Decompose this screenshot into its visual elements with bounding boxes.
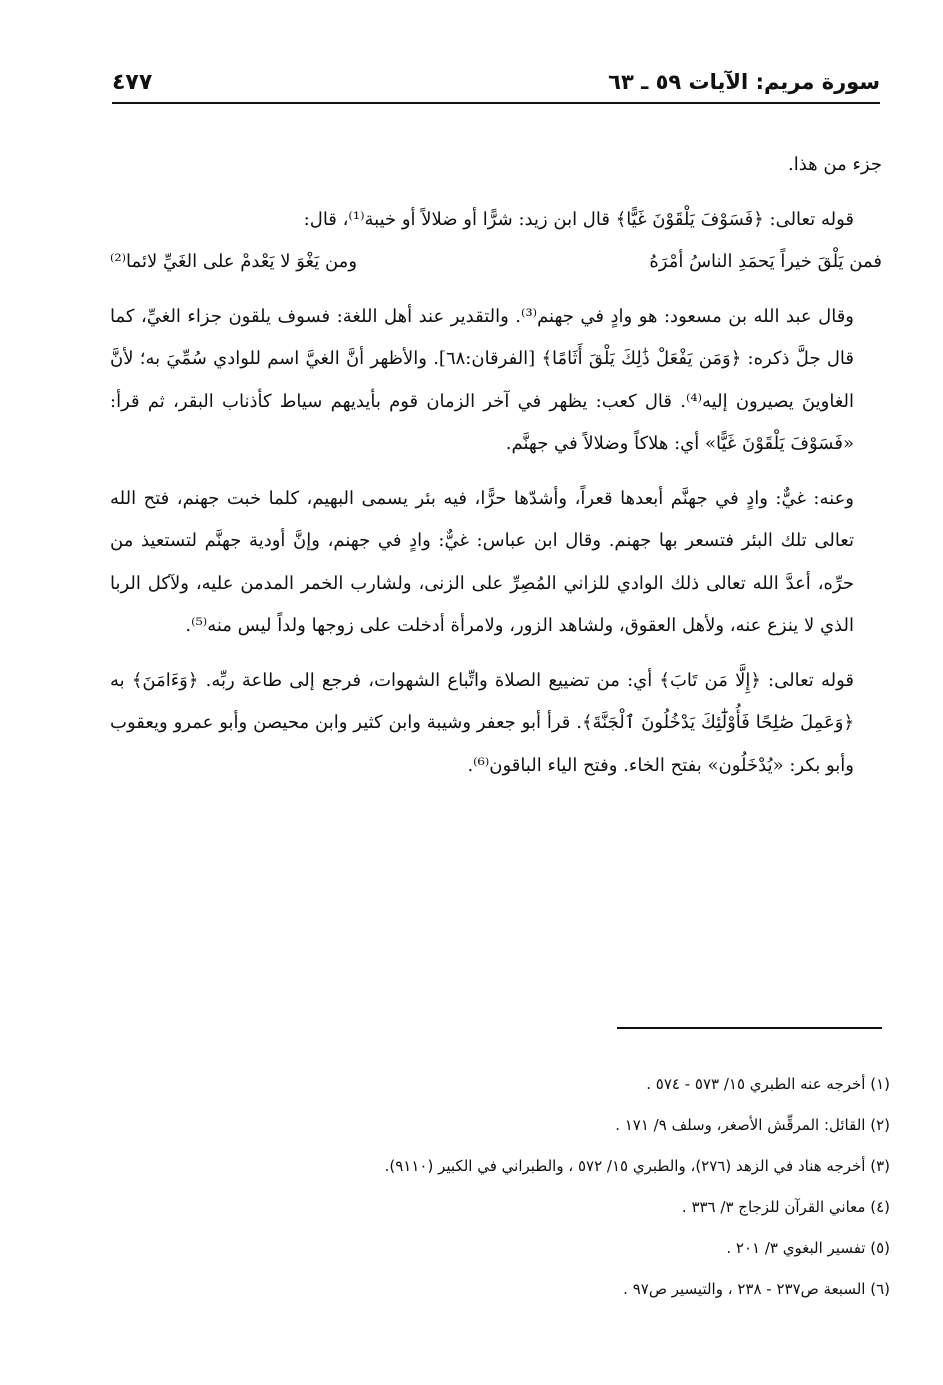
poem-verse — [110, 241, 882, 284]
footnote: (٣) أخرجه هناد في الزهد (٢٧٦)، والطبري ١٥/ ٥٧٢ ، والطبراني في الكبير (٩١١٠). — [384, 1157, 890, 1175]
footnote: (٥) تفسير البغوي ٣/ ٢٠١ . — [726, 1239, 890, 1257]
poem-hemistich-second: ومن يَغْوَ لا يَعْدمْ على الغَيِّ لائما⁽²⁾ — [110, 251, 358, 272]
footnote: (١) أخرجه عنه الطبري ١٥/ ٥٧٣ - ٥٧٤ . — [646, 1075, 890, 1093]
paragraph: وعنه: غيٌّ: وادٍ في جهنَّم أبعدها قعراً، وأشدّها حرًّا، فيه بئر يسمى البهيم، كلما خبت جهنم، فتح الله تعالى تلك البئر فتسعر بها جهنم. وقال ابن عباس: غيٌّ: وادٍ في جهنم، وإنَّ أودية جهنَّم لتستعيذ من حرِّه، أعدَّ الله تعالى ذلك الوادي للزاني المُصِرِّ على الزنى، ولشارب الخمر المدمن عليه، ولآكل الربا الذي لا ينزع عنه، ولأهل العقوق، ولشاهد الزور، ولامرأة أدخلت على زوجها ولداً ليس منه⁽⁵⁾. — [110, 487, 854, 636]
page-number: ٤٧٧ — [112, 70, 153, 95]
main-text — [110, 144, 882, 787]
footnotes — [110, 1064, 890, 1310]
paragraph: قوله تعالى: ﴿فَسَوْفَ يَلْقَوْنَ غَيًّا﴾ قال ابن زيد: شرًّا أو ضلالاً أو خيبة⁽¹⁾، قال: — [303, 208, 854, 230]
footnote: (٢) القائل: المرقِّش الأصغر، وسلف ٩/ ١٧١ . — [615, 1116, 890, 1134]
footnote-separator — [617, 1027, 882, 1029]
footnote: (٤) معاني القرآن للزجاج ٣/ ٣٣٦ . — [681, 1198, 890, 1216]
footnote: (٦) السبعة ص٢٣٧ - ٢٣٨ ، والتيسير ص٩٧ . — [623, 1280, 890, 1298]
paragraph: قوله تعالى: ﴿إِلَّا مَن تَابَ﴾ أي: من تضييع الصلاة واتِّباع الشهوات، فرجع إلى طاعة ربِّه. ﴿وَءَامَنَ﴾ به ﴿وَعَمِلَ صَٰلِحًا فَأُوْلَٰٓئِكَ يَدْخُلُونَ ٱلْجَنَّةَ﴾. قرأ أبو جعفر وشيبة وابن كثير وابن محيصن وأبو عمرو ويعقوب وأبو بكر: «يُدْخَلُون» بفتح الخاء. وفتح الياء الباقون⁽⁶⁾. — [110, 669, 854, 776]
page-header — [112, 62, 880, 104]
poem-hemistich-first: فمن يَلْقَ خيراً يَحمَدِ الناسُ أمْرَهُ — [649, 251, 882, 272]
running-title: سورة مريم: الآيات ٥٩ ـ ٦٣ — [608, 70, 880, 94]
paragraph: وقال عبد الله بن مسعود: هو وادٍ في جهنم⁽³⁾. والتقدير عند أهل اللغة: فسوف يلقون جزاء الغيِّ، كما قال جلَّ ذكره: ﴿وَمَن يَفْعَلْ ذَٰلِكَ يَلْقَ أَثَامًا﴾ [الفرقان:٦٨]. والأظهر أنَّ الغيَّ اسم للوادي سُمِّيَ به؛ لأنَّ الغاوينَ يصيرون إليه⁽⁴⁾. قال كعب: يظهر في آخر الزمان قوم بأيديهم سياط كأذناب البقر، ثم قرأ: «فَسَوْفَ يَلْقَوْنَ غَيًّا» أي: هلاكاً وضلالاً في جهنَّم. — [110, 305, 854, 454]
text-line: جزء من هذا. — [788, 154, 882, 175]
